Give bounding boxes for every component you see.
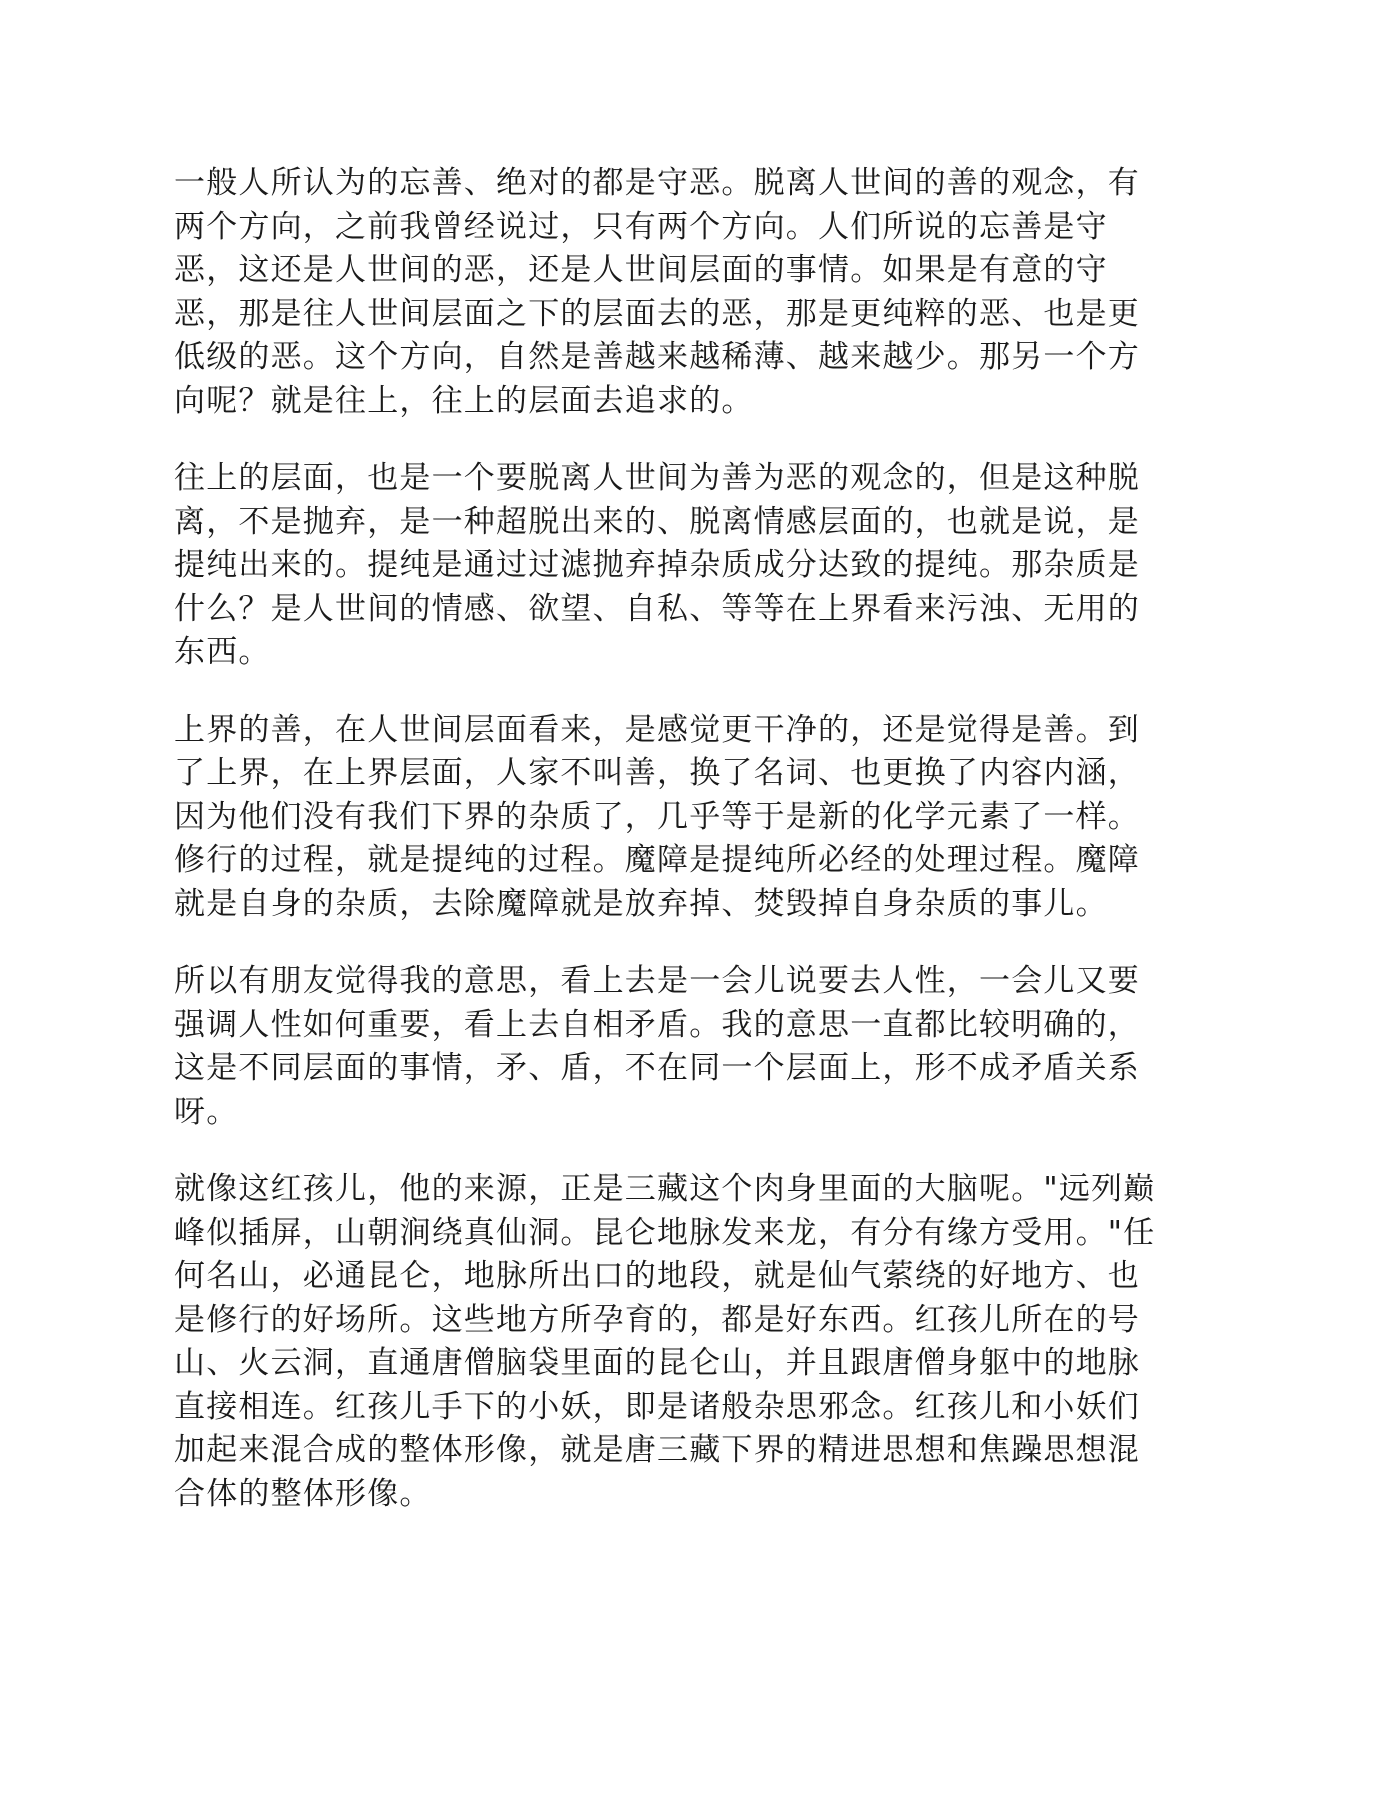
paragraph-5: 就像这红孩儿，他的来源，正是三藏这个肉身里面的大脑呢。"远列巅 峰似插屏，山朝涧绕真仙洞。昆仑地脉发来龙，有分有缘方受用。"任 何名山，必通昆仑，地脉所出口的地段，就是仙气萦绕的好地方、也 是修行的好场所。这些地方所孕育的，都是好东西。红孩儿所在的号 山、火云洞，直通唐僧脑袋里面的昆仑山，并且跟唐僧身躯中的地脉 直接相连。红孩儿手下的小妖，即是诸般杂思邪念。红孩儿和小妖们 加起来混合成的整体形像，就是唐三藏下界的精进思想和焦躁思想混 合体的整体形像。 <box>174 1171 1156 1512</box>
paragraph-spacer <box>174 675 1214 709</box>
paragraph-spacer <box>174 926 1214 960</box>
paragraph-4: 所以有朋友觉得我的意思，看上去是一会儿说要去人性，一会儿又要 强调人性如何重要，看上去自相矛盾。我的意思一直都比较明确的， 这是不同层面的事情，矛、盾，不在同一个层面上，形不成矛盾关系 呀。 <box>174 963 1140 1130</box>
document-body <box>174 162 1214 1516</box>
paragraph-3: 上界的善，在人世间层面看来，是感觉更干净的，还是觉得是善。到 了上界，在上界层面，人家不叫善，换了名词、也更换了内容内涵， 因为他们没有我们下界的杂质了，几乎等于是新的化学元素了一样。 修行的过程，就是提纯的过程。魔障是提纯所必经的处理过程。魔障 就是自身的杂质，去除魔障就是放弃掉、焚毁掉自身杂质的事儿。 <box>174 711 1140 922</box>
paragraph-spacer <box>174 1134 1214 1168</box>
paragraph-2: 往上的层面，也是一个要脱离人世间为善为恶的观念的，但是这种脱 离，不是抛弃，是一种超脱出来的、脱离情感层面的，也就是说，是 提纯出来的。提纯是通过过滤抛弃掉杂质成分达致的提纯。那杂质是 什么？是人世间的情感、欲望、自私、等等在上界看来污浊、无用的 东西。 <box>174 460 1140 670</box>
paragraph-spacer <box>174 423 1214 457</box>
paragraph-1: 一般人所认为的忘善、绝对的都是守恶。脱离人世间的善的观念，有 两个方向，之前我曾经说过，只有两个方向。人们所说的忘善是守 恶，这还是人世间的恶，还是人世间层面的事情。如果是有意的守 恶，那是往人世间层面之下的层面去的恶，那是更纯粹的恶、也是更 低级的恶。这个方向，自然是善越来越稀薄、越来越少。那另一个方 向呢？就是往上，往上的层面去追求的。 <box>174 165 1140 419</box>
